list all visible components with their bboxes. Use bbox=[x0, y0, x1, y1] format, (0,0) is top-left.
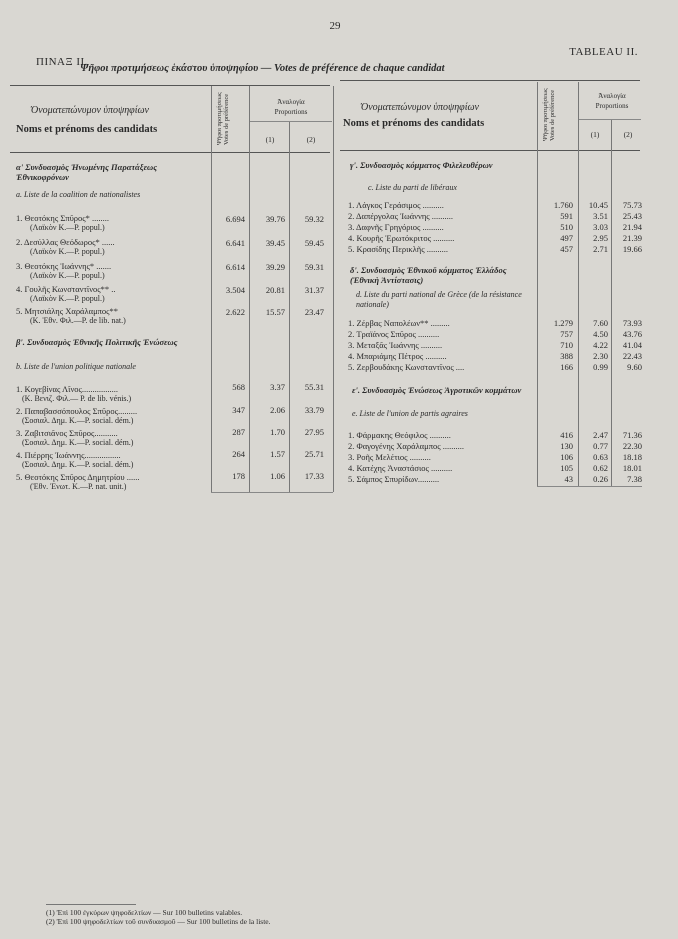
right-col2-label: (2) bbox=[623, 130, 633, 139]
b5-p1: 1.06 bbox=[270, 471, 285, 481]
b1-p1: 3.37 bbox=[270, 382, 285, 392]
left-header-prop-gr: Ἀναλογία bbox=[277, 98, 305, 106]
a2-party: (Λαϊκὸν Κ.—P. popul.) bbox=[30, 247, 105, 256]
b2-p2: 33.79 bbox=[304, 405, 324, 415]
a5-party: (Κ. Ἐθν. Φιλ.—P. de lib. nat.) bbox=[30, 316, 126, 325]
e2-p2: 22.30 bbox=[622, 441, 642, 451]
b2-name: 2. Παπαβασσόπουλος Σπῦρος......... bbox=[16, 406, 138, 416]
e1-votes: 416 bbox=[560, 430, 573, 440]
right-header-votes: Ψῆφοι προτιμήσεως Votes de préférence bbox=[542, 88, 556, 142]
e1-p1: 2.47 bbox=[593, 430, 608, 440]
c3-name: 3. Δαφνῆς Γρηγόριος .......... bbox=[348, 222, 444, 232]
e2-name: 2. Φαγογένης Χαράλαμπος .......... bbox=[348, 441, 464, 451]
c1-name: 1. Λάγκος Γεράσιμος .......... bbox=[348, 200, 444, 210]
d5-p1: 0.99 bbox=[593, 362, 608, 372]
header-bottom-rule-right bbox=[340, 150, 640, 151]
section-e-title: ε'. Συνδυασμὸς Ἑνώσεως Ἀγροτικῶν κομμάτων bbox=[352, 385, 522, 395]
c4-votes: 497 bbox=[560, 233, 573, 243]
left-col1-label: (1) bbox=[265, 135, 275, 144]
a1-p2: 59.32 bbox=[304, 214, 324, 224]
left-prop-rule bbox=[250, 121, 332, 122]
b5-p2: 17.33 bbox=[304, 471, 324, 481]
section-d-title: δ'. Συνδυασμὸς Ἐθνικοῦ κόμματος Ἑλλάδος (Ἐθνικὴ Ἀντίστασις) bbox=[350, 265, 507, 285]
e3-votes: 106 bbox=[560, 452, 573, 462]
section-c-subtitle: c. Liste du parti de libéraux bbox=[368, 183, 457, 192]
a5-p1: 15.57 bbox=[265, 307, 285, 317]
c5-p2: 19.66 bbox=[622, 244, 642, 254]
header-left: ΠΙΝΑΞ ΙΙ. bbox=[36, 56, 88, 68]
c5-p1: 2.71 bbox=[593, 244, 608, 254]
top-rule-left bbox=[10, 85, 330, 86]
right-header-prop-gr: Ἀναλογία bbox=[598, 92, 626, 100]
c3-p1: 3.03 bbox=[593, 222, 608, 232]
table-bottom-right bbox=[537, 486, 642, 487]
d2-p1: 4.50 bbox=[593, 329, 608, 339]
left-header-name-fr: Noms et prénoms des candidats bbox=[16, 124, 158, 135]
c2-p1: 3.51 bbox=[593, 211, 608, 221]
d5-name: 5. Ζερβουδάκης Κωνσταντῖνος .... bbox=[348, 362, 465, 372]
e4-p1: 0.62 bbox=[593, 463, 608, 473]
e4-p2: 18.01 bbox=[622, 463, 642, 473]
b1-votes: 568 bbox=[232, 382, 245, 392]
d2-name: 2. Τραϊάνος Σπῦρος .......... bbox=[348, 329, 440, 339]
page-number: 29 bbox=[329, 20, 341, 32]
e2-p1: 0.77 bbox=[593, 441, 608, 451]
d1-p1: 7.60 bbox=[593, 318, 608, 328]
e5-p1: 0.26 bbox=[593, 474, 608, 484]
vrule-mid bbox=[333, 86, 334, 492]
e3-p1: 0.63 bbox=[593, 452, 608, 462]
e5-name: 5. Σάμπος Σπυρίδων.......... bbox=[348, 474, 440, 484]
b4-votes: 264 bbox=[232, 449, 245, 459]
d2-votes: 757 bbox=[560, 329, 573, 339]
b4-name: 4. Πιέρρης Ἰωάννης................. bbox=[16, 450, 121, 460]
e4-votes: 105 bbox=[560, 463, 573, 473]
b2-votes: 347 bbox=[232, 405, 245, 415]
b3-p2: 27.95 bbox=[304, 427, 324, 437]
b3-party: (Σοσιαλ. Δημ. Κ.—P. social. dém.) bbox=[22, 438, 134, 447]
b4-p2: 25.71 bbox=[304, 449, 324, 459]
a1-name: 1. Θεοτόκης Σπῦρος* ........ bbox=[16, 213, 110, 223]
d4-name: 4. Μπαριάμης Πέτρος .......... bbox=[348, 351, 447, 361]
right-col1-label: (1) bbox=[590, 130, 600, 139]
c3-votes: 510 bbox=[560, 222, 573, 232]
d1-p2: 73.93 bbox=[622, 318, 642, 328]
d4-p2: 22.43 bbox=[622, 351, 642, 361]
b2-p1: 2.06 bbox=[270, 405, 285, 415]
top-rule-right bbox=[340, 80, 640, 81]
table-title: Ψῆφοι προτιμήσεως ἑκάστου ὑποψηφίου — Votes de préférence de chaque candidat bbox=[80, 63, 445, 74]
a2-p1: 39.45 bbox=[265, 238, 285, 248]
e5-p2: 7.38 bbox=[627, 474, 642, 484]
c1-p1: 10.45 bbox=[588, 200, 608, 210]
a1-party: (Λαϊκὸν Κ.—P. popul.) bbox=[30, 223, 105, 232]
right-header-prop-fr: Proportions bbox=[595, 102, 629, 110]
b1-name: 1. Κογεβίνας Λῖνος................. bbox=[16, 384, 119, 394]
d4-p1: 2.30 bbox=[593, 351, 608, 361]
b4-party: (Σοσιαλ. Δημ. Κ.—P. social. dém.) bbox=[22, 460, 134, 469]
a3-votes: 6.614 bbox=[225, 262, 245, 272]
e1-name: 1. Φάρμακης Θεόφιλος .......... bbox=[348, 430, 451, 440]
c3-p2: 21.94 bbox=[622, 222, 642, 232]
a5-p2: 23.47 bbox=[304, 307, 324, 317]
c4-name: 4. Κουρῆς Ἐρωτόκριτος .......... bbox=[348, 233, 455, 243]
a2-name: 2. Δεσύλλας Θεόδωρος* ...... bbox=[16, 237, 115, 247]
d3-name: 3. Μεταξᾶς Ἰωάννης .......... bbox=[348, 340, 443, 350]
e2-votes: 130 bbox=[560, 441, 573, 451]
a5-name: 5. Μητσιάλης Χαράλαμπος** bbox=[16, 306, 119, 316]
b3-p1: 1.70 bbox=[270, 427, 285, 437]
a3-party: (Λαϊκὸν Κ.—P. popul.) bbox=[30, 271, 105, 280]
a4-votes: 3.504 bbox=[225, 285, 245, 295]
b4-p1: 1.57 bbox=[270, 449, 285, 459]
header-right: TABLEAU II. bbox=[569, 46, 638, 58]
e5-votes: 43 bbox=[564, 474, 573, 484]
vrule-right-2 bbox=[578, 82, 579, 486]
c4-p2: 21.39 bbox=[622, 233, 642, 243]
a1-votes: 6.694 bbox=[225, 214, 245, 224]
a3-p1: 39.29 bbox=[265, 262, 285, 272]
b1-party: (Κ. Βενιζ. Φιλ.— P. de lib. vénis.) bbox=[22, 394, 132, 403]
d1-votes: 1.279 bbox=[553, 318, 573, 328]
section-a-title: α' Συνδυασμὸς Ἠνωμένης Παρατάξεως Ἐθνικοφρόνων bbox=[16, 162, 157, 182]
c2-votes: 591 bbox=[560, 211, 573, 221]
a3-p2: 59.31 bbox=[304, 262, 324, 272]
a3-name: 3. Θεοτόκης Ἰωάννης* ....... bbox=[16, 261, 112, 271]
right-prop-rule bbox=[579, 119, 641, 120]
a4-p2: 31.37 bbox=[304, 285, 324, 295]
d5-votes: 166 bbox=[560, 362, 573, 372]
b1-p2: 55.31 bbox=[304, 382, 324, 392]
b2-party: (Σοσιαλ. Δημ. Κ.—P. social. dém.) bbox=[22, 416, 134, 425]
vrule-right-1 bbox=[537, 82, 538, 486]
d1-name: 1. Ζέρβας Ναπολέων** ......... bbox=[348, 318, 450, 328]
a4-party: (Λαϊκὸν Κ.—P. popul.) bbox=[30, 294, 105, 303]
b5-votes: 178 bbox=[232, 471, 245, 481]
b3-name: 3. Ζαβιτσιᾶνος Σπῦρος........... bbox=[16, 428, 118, 438]
a2-p2: 59.45 bbox=[304, 238, 324, 248]
c1-p2: 75.73 bbox=[622, 200, 642, 210]
left-col2-label: (2) bbox=[306, 135, 316, 144]
a4-name: 4. Γουλῆς Κωνσταντῖνος** .. bbox=[16, 284, 116, 294]
left-header-prop-fr: Proportions bbox=[274, 108, 308, 116]
b5-party: (Ἐθν. Ἑνωτ. Κ.—P. nat. unit.) bbox=[30, 482, 127, 491]
a4-p1: 20.81 bbox=[265, 285, 285, 295]
c5-votes: 457 bbox=[560, 244, 573, 254]
left-header-votes: Ψῆφοι προτιμήσεως Votes de préférence bbox=[216, 92, 230, 146]
e3-p2: 18.18 bbox=[622, 452, 642, 462]
section-e-subtitle: e. Liste de l'union de partis agraires bbox=[352, 409, 468, 418]
d2-p2: 43.76 bbox=[622, 329, 642, 339]
right-header-name-gr: Ὀνοματεπώνυμον ὑποψηφίων bbox=[360, 102, 479, 113]
a5-votes: 2.622 bbox=[225, 307, 245, 317]
left-header-name-gr: Ὀνοματεπώνυμον ὑποψηφίων bbox=[30, 105, 149, 116]
a1-p1: 39.76 bbox=[265, 214, 285, 224]
table-bottom-left bbox=[211, 492, 333, 493]
d3-p2: 41.04 bbox=[622, 340, 642, 350]
c5-name: 5. Κρασίδης Περικλῆς .......... bbox=[348, 244, 448, 254]
section-c-title: γ'. Συνδυασμὸς κόμματος Φιλελευθέρων bbox=[350, 160, 493, 170]
e4-name: 4. Κατέχης Ἀναστάσιος .......... bbox=[348, 463, 453, 473]
section-d-subtitle: d. Liste du parti national de Grèce (de la résistance nationale) bbox=[356, 290, 522, 309]
c2-p2: 25.43 bbox=[622, 211, 642, 221]
footnote-2: (2) Ἐπὶ 100 ψηφοδελτίων τοῦ συνδυασμοῦ — Sur 100 bulletins de la liste. bbox=[46, 917, 271, 926]
c2-name: 2. Δαπέργολας Ἰωάννης .......... bbox=[348, 211, 454, 221]
footnote-rule bbox=[46, 904, 136, 905]
a2-votes: 6.641 bbox=[225, 238, 245, 248]
d5-p2: 9.60 bbox=[627, 362, 642, 372]
section-b-subtitle: b. Liste de l'union politique nationale bbox=[16, 362, 136, 371]
e3-name: 3. Ροῆς Μελέτιος .......... bbox=[348, 452, 431, 462]
b5-name: 5. Θεοτόκης Σπῦρος Δημητρίου ...... bbox=[16, 472, 140, 482]
section-b-title: β'. Συνδυασμὸς Ἐθνικῆς Πολιτικῆς Ἑνώσεως bbox=[16, 337, 178, 347]
c4-p1: 2.95 bbox=[593, 233, 608, 243]
d3-p1: 4.22 bbox=[593, 340, 608, 350]
d4-votes: 388 bbox=[560, 351, 573, 361]
section-a-subtitle: a. Liste de la coalition de nationalistes bbox=[16, 190, 141, 199]
c1-votes: 1.760 bbox=[553, 200, 573, 210]
footnote-1: (1) Ἐπὶ 100 ἐγκύρων ψηφοδελτίων — Sur 100 bulletins valables. bbox=[46, 908, 243, 917]
right-header-name-fr: Noms et prénoms des candidats bbox=[343, 118, 485, 129]
b3-votes: 287 bbox=[232, 427, 245, 437]
e1-p2: 71.36 bbox=[622, 430, 642, 440]
d3-votes: 710 bbox=[560, 340, 573, 350]
header-bottom-rule-left bbox=[10, 152, 330, 153]
